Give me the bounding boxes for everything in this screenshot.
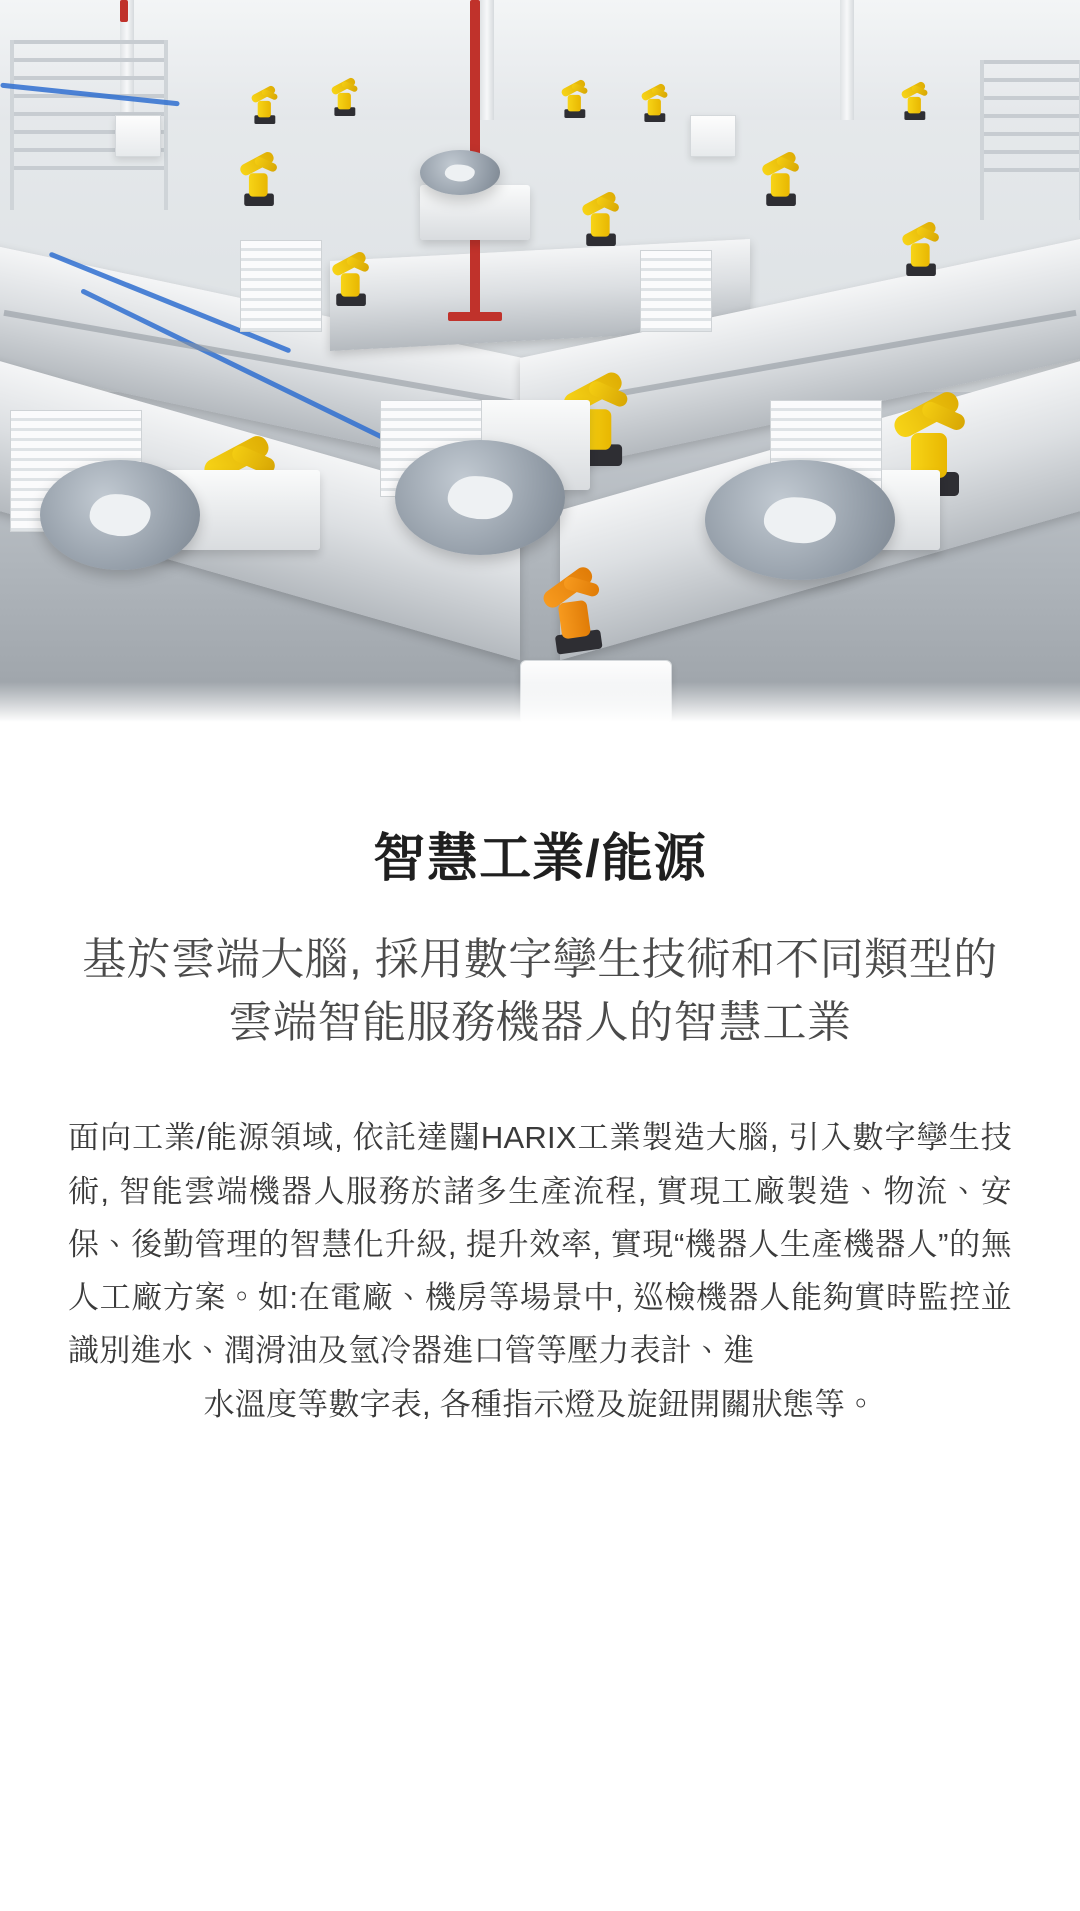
robot-arm — [580, 171, 622, 246]
turntable — [705, 460, 895, 580]
support-post — [120, 0, 128, 22]
turntable — [420, 150, 500, 195]
robot-arm — [330, 63, 360, 116]
robot-arm — [640, 69, 670, 122]
body-paragraph — [68, 1111, 1012, 1431]
crate — [115, 115, 161, 157]
robot-arm — [330, 231, 372, 306]
hero-image — [0, 0, 1080, 722]
body-paragraph-text: 面向工業/能源領域, 依託達闥HARIX工業製造大腦, 引入數字孿生技術, 智能雲端機器人服務於諸多生產流程, 實現工廠製造、物流、安保、後勤管理的智慧化升級, 提升效率, 實現“機器人生產機器人”的無人工廠方案。如:在電廠、機房等場景中, 巡檢機器人能夠實時監控並識別進水、潤滑油及氫冷器進口管等壓力表計、進 — [68, 1120, 1012, 1369]
turntable — [395, 440, 565, 555]
ceiling-beam — [840, 0, 854, 120]
robot-arm — [250, 71, 280, 124]
crate-stack — [240, 240, 322, 332]
robot-arm — [560, 65, 590, 118]
body-paragraph-last-line: 水溫度等數字表, 各種指示燈及旋鈕開關狀態等。 — [203, 1386, 877, 1422]
page-subtitle: 基於雲端大腦, 採用數字孿生技術和不同類型的雲端智能服務機器人的智慧工業 — [82, 934, 998, 1048]
turntable — [40, 460, 200, 570]
crate — [690, 115, 736, 157]
crate-stack — [640, 250, 712, 332]
page-title: 智慧工業/能源 — [373, 830, 707, 888]
hero-fade — [0, 682, 1080, 722]
robot-arm — [900, 67, 930, 120]
robot-arm — [900, 201, 942, 276]
article-content — [0, 722, 1080, 1911]
ceiling-beam — [480, 0, 494, 120]
support-post-foot — [448, 312, 502, 321]
robot-arm — [760, 131, 802, 206]
shelf-unit — [980, 60, 1080, 220]
robot-arm — [238, 131, 280, 206]
